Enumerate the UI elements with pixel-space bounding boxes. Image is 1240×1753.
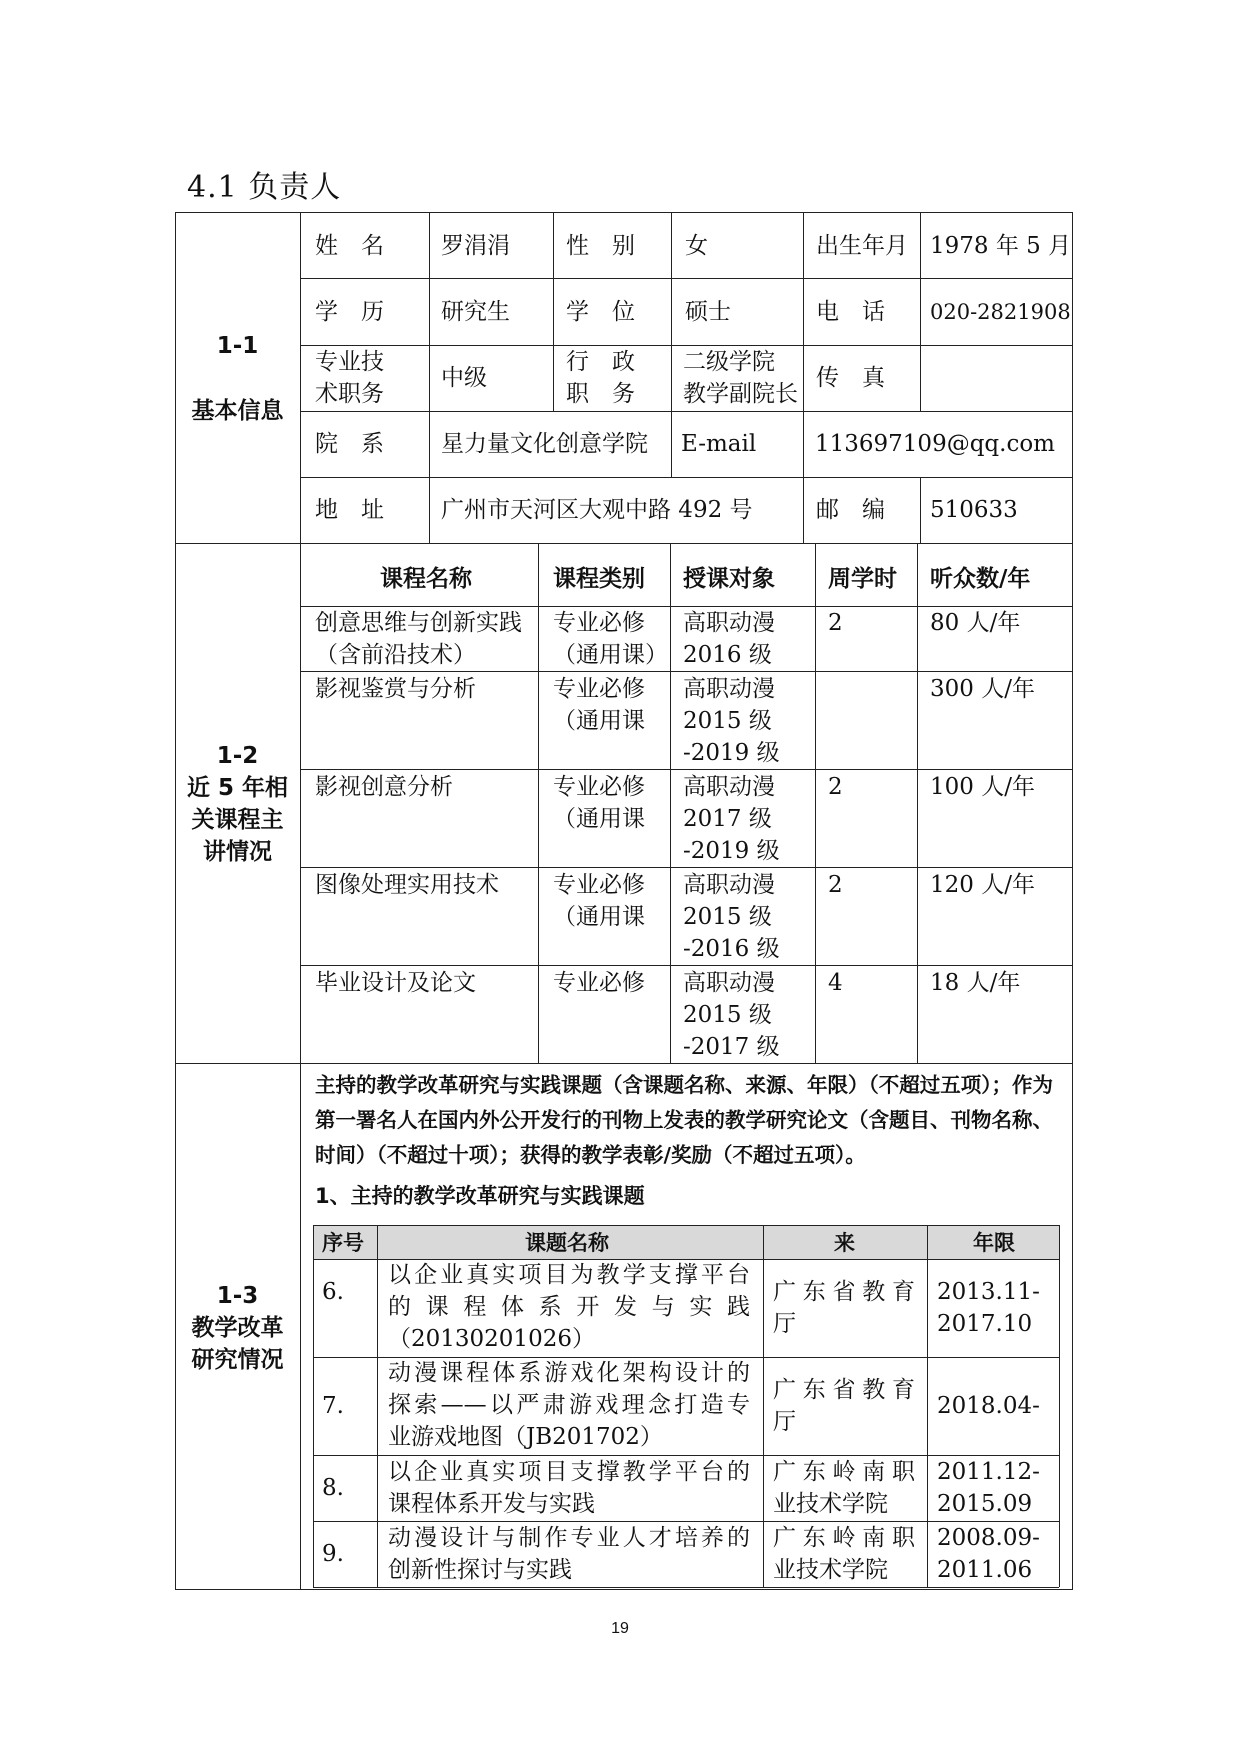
section-1-3-intro: 主持的教学改革研究与实践课题（含课题名称、来源、年限）（不超过五项）；作为第一署名人在国内外公开发行的刊物上发表的教学研究论文（含题目、刊物名称、时间）（不超过十项）；获得的教学表彰/奖励（不超过五项）。 bbox=[315, 1073, 1053, 1167]
section-1-1-code: 1-1 bbox=[216, 333, 259, 359]
course-type: 专业必修 bbox=[553, 676, 645, 702]
project-source: 广东岭南职 bbox=[773, 1459, 915, 1485]
degree-value: 硕士 bbox=[685, 299, 731, 325]
project-name: 以企业真实项目支撑教学平台的 bbox=[388, 1459, 750, 1485]
address-label: 地 址 bbox=[315, 497, 384, 523]
project-no: 7. bbox=[322, 1393, 344, 1419]
gender-label: 性 别 bbox=[566, 233, 635, 259]
project-name: 以企业真实项目为教学支撑平台 bbox=[388, 1262, 750, 1288]
subheading: 1、主持的教学改革研究与实践课题 bbox=[315, 1184, 645, 1208]
zip-label: 邮 编 bbox=[816, 497, 885, 523]
course-type: 专业必修 bbox=[553, 970, 645, 996]
inner-table-header bbox=[313, 1225, 1059, 1259]
email-value: 113697109@qq.com bbox=[815, 431, 1055, 457]
project-source: 广东岭南职 bbox=[773, 1525, 915, 1551]
audience: 120 人/年 bbox=[930, 872, 1035, 898]
admin-label-1: 行 政 bbox=[566, 349, 635, 375]
prof-title-label-1: 专业技 bbox=[315, 349, 384, 375]
course-target: 高职动漫 bbox=[683, 872, 775, 898]
project-no: 6. bbox=[322, 1279, 344, 1305]
admin-value-1: 二级学院 bbox=[683, 349, 775, 375]
section-1-3-code: 1-3 bbox=[216, 1283, 259, 1309]
course-name: 影视创意分析 bbox=[315, 774, 453, 800]
education-label: 学 历 bbox=[315, 299, 384, 325]
course-target-header: 授课对象 bbox=[683, 566, 775, 592]
course-name: 图像处理实用技术 bbox=[315, 872, 499, 898]
course-name-header: 课程名称 bbox=[380, 566, 472, 592]
section-1-1-name: 基本信息 bbox=[191, 398, 284, 424]
audience: 100 人/年 bbox=[930, 774, 1035, 800]
project-source: 广东省教育 bbox=[773, 1377, 915, 1403]
course-target: 高职动漫 bbox=[683, 610, 775, 636]
section-1-2-code: 1-2 bbox=[216, 743, 259, 769]
audience-header: 听众数/年 bbox=[930, 566, 1031, 592]
project-no: 8. bbox=[322, 1475, 344, 1501]
degree-label: 学 位 bbox=[566, 299, 635, 325]
gender-value: 女 bbox=[685, 233, 708, 259]
source-header: 来 bbox=[834, 1231, 855, 1255]
phone-label: 电 话 bbox=[816, 299, 885, 325]
audience: 80 人/年 bbox=[930, 610, 1021, 636]
weekly-hours: 2 bbox=[828, 774, 843, 800]
weekly-hours: 2 bbox=[828, 610, 843, 636]
page-title: 4.1 负责人 bbox=[187, 170, 342, 205]
course-type: 专业必修 bbox=[553, 774, 645, 800]
department-label: 院 系 bbox=[315, 431, 384, 457]
birth-label: 出生年月 bbox=[816, 233, 908, 259]
project-name-header: 课题名称 bbox=[525, 1231, 609, 1255]
section-divider bbox=[175, 543, 1073, 544]
admin-value-2: 教学副院长 bbox=[683, 381, 798, 407]
education-value: 研究生 bbox=[441, 299, 510, 325]
audience: 18 人/年 bbox=[930, 970, 1021, 996]
no-header: 序号 bbox=[322, 1231, 364, 1255]
project-years: 2008.09- bbox=[937, 1525, 1040, 1551]
section-divider bbox=[175, 1063, 1073, 1064]
address-value: 广州市天河区大观中路 492 号 bbox=[441, 497, 753, 523]
fax-label: 传 真 bbox=[816, 365, 885, 391]
course-name: 毕业设计及论文 bbox=[315, 970, 476, 996]
years-header: 年限 bbox=[973, 1231, 1015, 1255]
course-name: 创意思维与创新实践 bbox=[315, 610, 522, 636]
project-name: 动漫课程体系游戏化架构设计的 bbox=[388, 1360, 750, 1386]
admin-label-2: 职 务 bbox=[566, 381, 635, 407]
zip-value: 510633 bbox=[930, 497, 1018, 523]
name-label: 姓 名 bbox=[315, 233, 384, 259]
audience: 300 人/年 bbox=[930, 676, 1035, 702]
project-years: 2011.12- bbox=[937, 1459, 1040, 1485]
label-column-divider bbox=[300, 212, 301, 1590]
project-years: 2013.11- bbox=[937, 1279, 1040, 1305]
project-no: 9. bbox=[322, 1541, 344, 1567]
course-target: 高职动漫 bbox=[683, 676, 775, 702]
course-name: 影视鉴赏与分析 bbox=[315, 676, 476, 702]
course-type: 专业必修 bbox=[553, 610, 645, 636]
prof-title-label-2: 术职务 bbox=[315, 381, 384, 407]
weekly-hours: 4 bbox=[828, 970, 843, 996]
prof-title-value: 中级 bbox=[441, 365, 487, 391]
project-years: 2018.04- bbox=[937, 1393, 1040, 1419]
birth-value: 1978 年 5 月 bbox=[930, 233, 1072, 259]
department-value: 星力量文化创意学院 bbox=[441, 431, 648, 457]
name-value: 罗涓涓 bbox=[441, 233, 510, 259]
weekly-hours-header: 周学时 bbox=[828, 566, 897, 592]
course-target: 高职动漫 bbox=[683, 970, 775, 996]
project-source: 广东省教育 bbox=[773, 1279, 915, 1305]
weekly-hours: 2 bbox=[828, 872, 843, 898]
course-type-header: 课程类别 bbox=[553, 566, 645, 592]
page-number: 19 bbox=[611, 1620, 629, 1637]
course-target: 高职动漫 bbox=[683, 774, 775, 800]
course-type: 专业必修 bbox=[553, 872, 645, 898]
phone-value: 020-2821908 bbox=[930, 300, 1071, 324]
project-name: 动漫设计与制作专业人才培养的 bbox=[388, 1525, 750, 1551]
email-label: E-mail bbox=[681, 431, 757, 457]
